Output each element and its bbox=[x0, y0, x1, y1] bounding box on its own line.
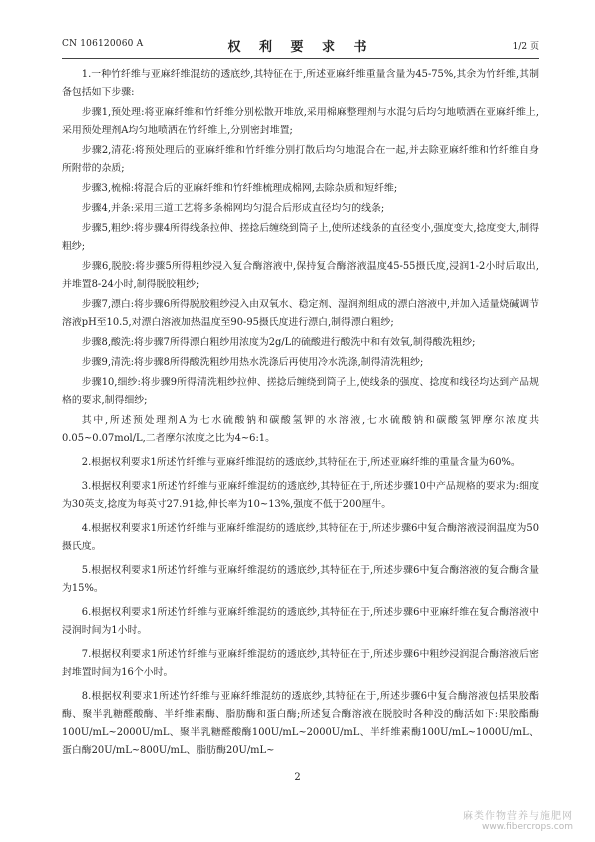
claim-1-step-9: 步骤9,清洗:将步骤8所得酸洗粗纱用热水洗涤后再使用冷水洗涤,制得清洗粗纱; bbox=[81, 357, 424, 368]
claim-1-step-4: 步骤4,并条:采用三道工艺将多条棉网均匀混合后形成直径均匀的线条; bbox=[81, 203, 385, 214]
claim-1-step-2: 步骤2,清花:将预处理后的亚麻纤维和竹纤维分别打散后均匀地混合在一起,并去除亚麻纤维和竹纤维自身所附带的杂质; bbox=[62, 145, 539, 174]
claim-1-step-10: 步骤10,细纱:将步骤9所得清洗粗纱拉伸、搓捻后缠绕到筒子上,使线条的强度、捻度和线径均达到产品规格的要求,制得细纱; bbox=[62, 377, 539, 406]
claim-1-note: 其中,所述预处理剂A为七水硫酸钠和碳酸氢钾的水溶液,七水硫酸钠和碳酸氢钾摩尔浓度共0.05~0.07mol/L,二者摩尔浓度之比为4~6:1。 bbox=[62, 415, 539, 444]
page-count: 1/2 页 bbox=[512, 42, 539, 52]
publication-number: CN 106120060 A bbox=[62, 39, 144, 49]
claim-1-step-7: 步骤7,漂白:将步骤6所得脱胶粗纱浸入由双氧水、稳定剂、湿润剂组成的漂白溶液中,并加入适量烧碱调节溶液pH至10.5,对漂白溶液加热温度至90-95摄氏度进行漂白,制得漂白粗纱; bbox=[62, 299, 539, 328]
page-number: 2 bbox=[294, 772, 301, 783]
claim-2: 2.根据权利要求1所述竹纤维与亚麻纤维混纺的透底纱,其特征在于,所述亚麻纤维的重量含量为60%。 bbox=[81, 457, 521, 468]
claim-1: 1.一种竹纤维与亚麻纤维混纺的透底纱,其特征在于,所述亚麻纤维重量含量为45-75%,其余为竹纤维,其制备包括如下步骤: bbox=[62, 69, 539, 98]
claim-1-step-8: 步骤8,酸洗:将步骤7所得漂白粗纱用浓度为2g/L的硫酸进行酸洗中和有效氧,制得酸洗粗纱; bbox=[81, 337, 476, 348]
claim-1-step-6: 步骤6,脱胶:将步骤5所得粗纱浸入复合酶溶液中,保持复合酶溶液温度45-55摄氏度,浸润1-2小时后取出,并堆置8-24小时,制得脱胶粗纱; bbox=[62, 261, 539, 290]
document-title: 权 利 要 求 书 bbox=[227, 40, 374, 55]
header-rule bbox=[62, 58, 539, 59]
claim-4: 4.根据权利要求1所述竹纤维与亚麻纤维混纺的透底纱,其特征在于,所述步骤6中复合酶溶液浸润温度为50摄氏度。 bbox=[62, 523, 539, 552]
watermark-url: www.fibercrops.com bbox=[482, 822, 573, 832]
claims-body bbox=[62, 66, 539, 762]
claim-1-step-1: 步骤1,预处理:将亚麻纤维和竹纤维分别松散开堆放,采用棉麻整理剂与水混匀后均匀地喷洒在亚麻纤维上,采用预处理剂A均匀地喷洒在竹纤维上,分别密封堆置; bbox=[62, 107, 539, 136]
claim-5: 5.根据权利要求1所述竹纤维与亚麻纤维混纺的透底纱,其特征在于,所述步骤6中复合酶溶液的复合酶含量为15%。 bbox=[62, 565, 539, 594]
claim-1-step-5: 步骤5,粗纱:将步骤4所得线条拉伸、搓捻后缠绕到筒子上,使所述线条的直径变小,强度变大,捻度变大,制得粗纱; bbox=[62, 223, 539, 252]
claim-8: 8.根据权利要求1所述竹纤维与亚麻纤维混纺的透底纱,其特征在于,所述步骤6中复合酶溶液包括果胶酯酶、聚半乳糖醛酸酶、半纤维素酶、脂肪酶和蛋白酶;所述复合酶溶液在脱胶时各种没的酶活如下:果胶酯酶100U/mL~2000U/mL、聚半乳糖醛酸酶100U/mL~2000U/mL、半纤维素酶100U/mL~1000U/mL、蛋白酶20U/mL~800U/mL、脂肪酶20U/mL~ bbox=[62, 691, 539, 756]
claim-6: 6.根据权利要求1所述竹纤维与亚麻纤维混纺的透底纱,其特征在于,所述步骤6中亚麻纤维在复合酶溶液中浸润时间为1小时。 bbox=[62, 607, 539, 636]
claim-7: 7.根据权利要求1所述竹纤维与亚麻纤维混纺的透底纱,其特征在于,所述步骤6中粗纱浸润混合酶溶液后密封堆置时间为16个小时。 bbox=[62, 649, 539, 678]
claim-3: 3.根据权利要求1所述竹纤维与亚麻纤维混纺的透底纱,其特征在于,所述步骤10中产品规格的要求为:细度为30英支,捻度为每英寸27.91捻,伸长率为10~13%,强度不低于200厘牛。 bbox=[62, 481, 539, 510]
claim-1-step-3: 步骤3,梳棉:将混合后的亚麻纤维和竹纤维梳理成棉网,去除杂质和短纤维; bbox=[81, 183, 398, 194]
watermark-site-name: 麻类作物营养与施肥网 bbox=[463, 811, 573, 822]
site-watermark bbox=[463, 807, 573, 832]
page-header bbox=[62, 36, 539, 54]
